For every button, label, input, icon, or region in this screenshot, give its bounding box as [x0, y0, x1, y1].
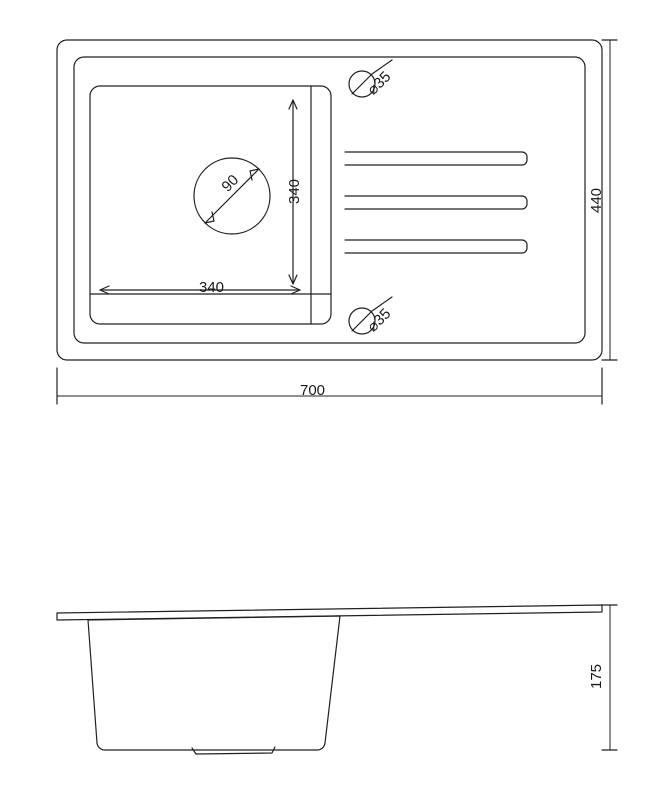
dimension-label-overall-width: 700 [300, 382, 326, 399]
overall-width-dimension [57, 368, 602, 404]
dimension-label-bowl-width: 340 [199, 279, 225, 296]
dimension-label-overall-depth: 440 [588, 187, 606, 214]
section-bowl-outline [88, 616, 340, 750]
section-top-slab [57, 605, 602, 620]
sink-inner-rim [74, 57, 585, 343]
drainer-grooves [345, 152, 527, 253]
dimension-label-overall-height: 175 [588, 663, 606, 690]
sink-outer-outline [57, 40, 602, 360]
dimension-label-tap-hole-upper: ⌀35 [364, 68, 395, 99]
dimension-label-drain-diameter: 90 [218, 171, 243, 196]
dimension-label-bowl-depth: 340 [286, 178, 304, 205]
dimension-label-tap-hole-lower: ⌀35 [364, 305, 395, 336]
